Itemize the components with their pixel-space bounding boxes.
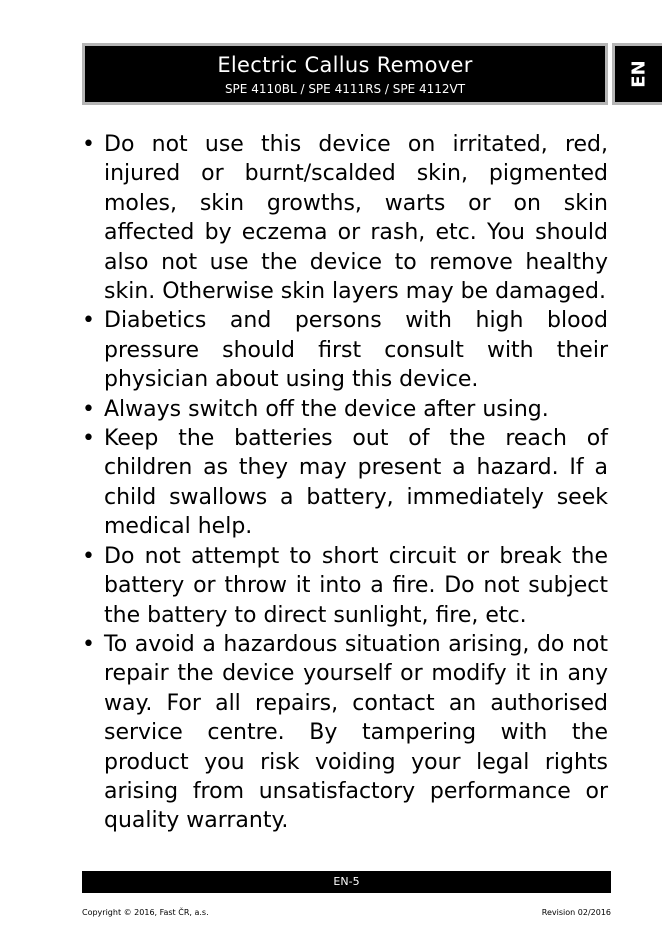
- language-tab: [612, 43, 662, 105]
- language-label: EN: [628, 60, 649, 88]
- bullet-item-battery-short-circuit: • Do not attempt to short circuit or break the battery or throw it into a fire. Do not subject the battery to direct sunlight, fire, etc.: [82, 542, 608, 630]
- bullet-item-repairs: • To avoid a hazardous situation arising, do not repair the device yourself or modify it in any way. For all repairs, contact an authorised service centre. By tampering with the product you risk voiding your legal rights arising from unsatisfactory performance or quality warranty.: [82, 630, 608, 836]
- bullet-item-diabetics: • Diabetics and persons with high blood pressure should first consult with their physician about using this device.: [82, 306, 608, 394]
- safety-instructions: [82, 130, 608, 836]
- copyright-notice: Copyright © 2016, Fast ČR, a.s.: [82, 908, 209, 917]
- page-number: EN-5: [333, 875, 360, 888]
- model-numbers: SPE 4110BL / SPE 4111RS / SPE 4112VT: [224, 82, 466, 96]
- revision-label: Revision 02/2016: [541, 908, 611, 917]
- bullet-item-damaged-skin: • Do not use this device on irritated, red, injured or burnt/scalded skin, pigmented moles, skin growths, warts or on skin affected by eczema or rash, etc. You should also not use the device to remove healthy skin. Otherwise skin layers may be damaged.: [82, 130, 608, 306]
- bullet-list: [82, 130, 608, 836]
- bullet-item-batteries-children: • Keep the batteries out of the reach of children as they may present a hazard. If a child swallows a battery, immediately seek medical help.: [82, 424, 608, 542]
- page-number-bar: [82, 871, 611, 893]
- document-title: Electric Callus Remover: [217, 53, 473, 77]
- bullet-item-switch-off: • Always switch off the device after using.: [82, 395, 608, 424]
- document-header: [82, 43, 608, 105]
